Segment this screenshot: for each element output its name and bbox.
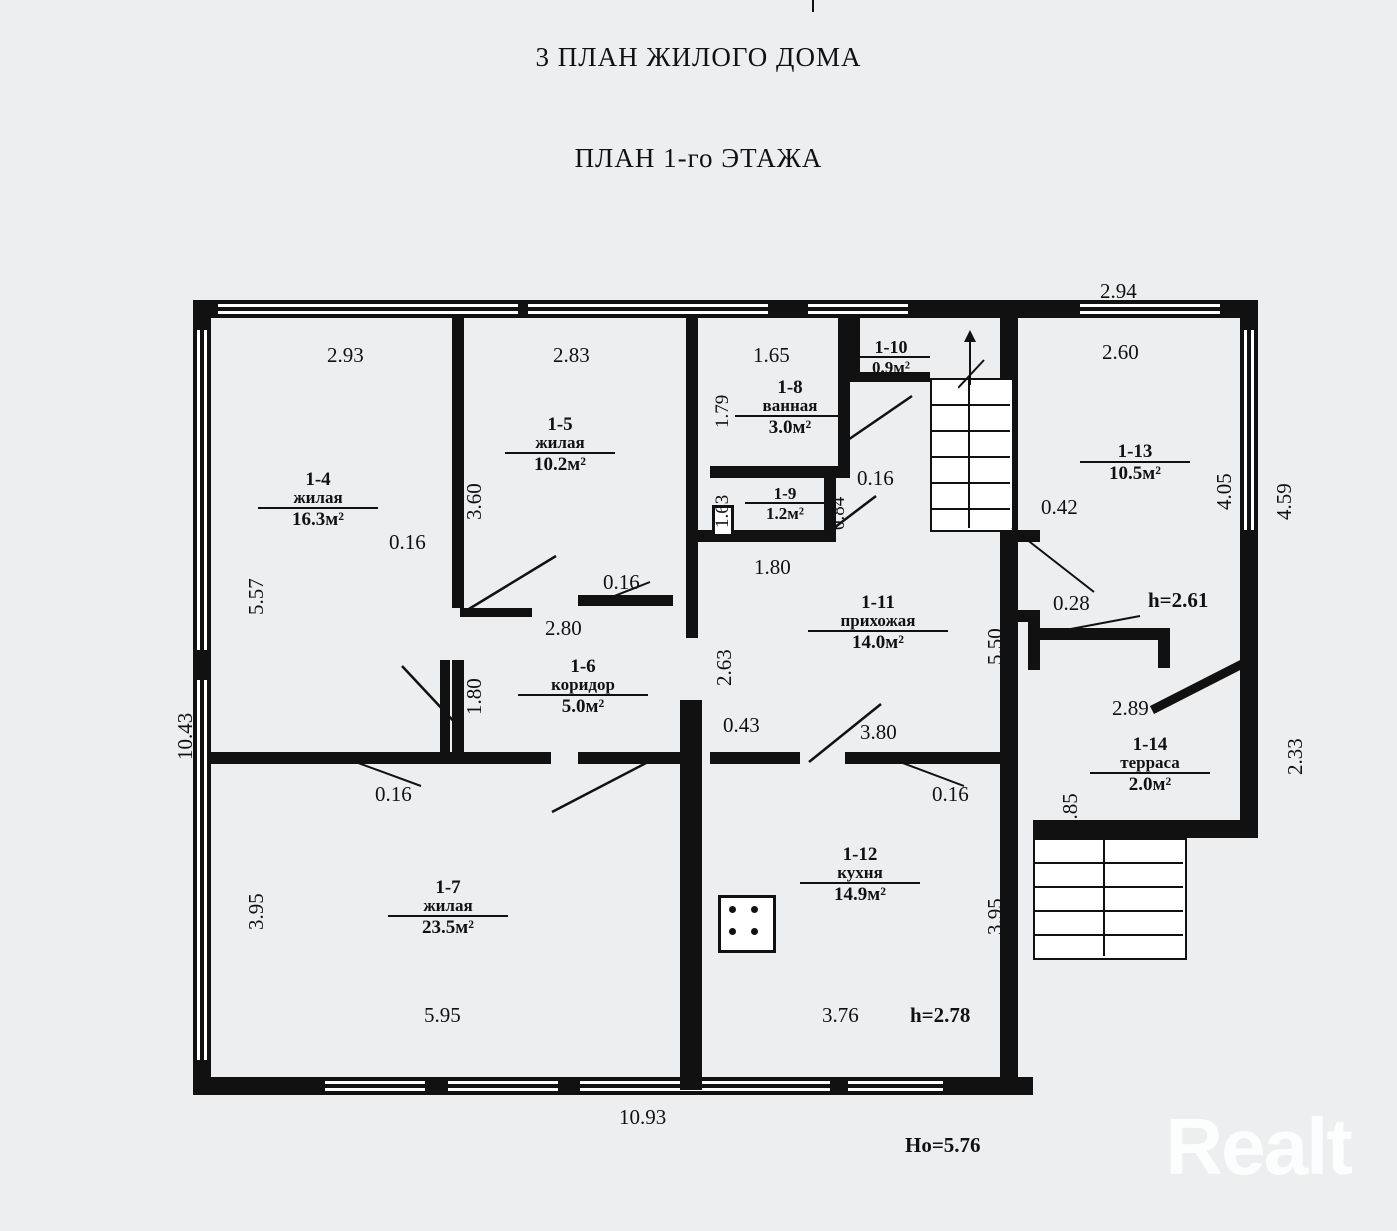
leader-0-16-e <box>880 752 970 792</box>
window-bottom-1 <box>325 1081 425 1084</box>
window-top-2b <box>528 311 768 314</box>
room-label-1-9: 1-9 1.2м² <box>745 485 825 523</box>
dim-1-65: 1.65 <box>753 343 790 367</box>
page-title: 3 ПЛАН ЖИЛОГО ДОМА <box>535 42 862 72</box>
leader-0-28 <box>1040 612 1150 642</box>
door-swing-bath <box>838 390 918 450</box>
dim-5-50: 5.50 <box>983 628 1007 665</box>
dim-10-93: 10.93 <box>619 1105 667 1129</box>
burner-icon <box>729 928 736 935</box>
terrace-diagonal-wall <box>1150 655 1260 715</box>
stair-step <box>930 404 1010 406</box>
wall-outer-left <box>193 300 211 1095</box>
burner-icon <box>729 906 736 913</box>
dim-2-93: 2.93 <box>327 343 364 367</box>
dim-5-85: 5.85 <box>1058 793 1082 830</box>
stair-step-ext <box>1033 886 1183 888</box>
wall-center-vertical <box>680 700 702 1090</box>
watermark-logo: Realt <box>1165 1102 1351 1191</box>
dim-4-59: 4.59 <box>1272 483 1296 520</box>
dim-0-16-c: 0.16 <box>857 466 894 490</box>
window-bottom-2 <box>448 1081 558 1084</box>
note-h-2-78: h=2.78 <box>910 1003 971 1027</box>
window-left-1 <box>197 330 200 650</box>
door-leaf-corridor <box>440 660 450 758</box>
dim-0-16-a: 0.16 <box>389 530 426 554</box>
window-annex-right <box>1244 330 1247 530</box>
dim-1-63: 1.63 <box>712 494 733 528</box>
stair-step-ext <box>1033 934 1183 936</box>
window-annex-top-b <box>1080 311 1220 314</box>
dim-1-80-h: 1.80 <box>754 555 791 579</box>
leader-0-42 <box>1008 520 1108 600</box>
window-left-2b <box>204 680 207 1060</box>
wall-annex-right <box>1240 300 1258 838</box>
wall-corridor-bottom-right <box>710 752 800 764</box>
dim-3-60: 3.60 <box>462 483 486 520</box>
room-label-1-6: 1-6 коридор 5.0м² <box>518 657 648 716</box>
dim-0-42: 0.42 <box>1041 495 1078 519</box>
note-h-2-61: h=2.61 <box>1148 588 1209 612</box>
window-bottom-3 <box>580 1081 830 1084</box>
door-leaf-1-5 <box>460 608 532 617</box>
stair-direction-arrow <box>958 330 988 390</box>
dim-3-95-right: 3.95 <box>983 898 1007 935</box>
dim-2-80: 2.80 <box>545 616 582 640</box>
note-ho-5-76: Но=5.76 <box>905 1133 981 1157</box>
leader-0-16-d <box>335 752 425 792</box>
room-label-1-14: 1-14 терраса 2.0м² <box>1090 735 1210 794</box>
dim-2-60: 2.60 <box>1102 340 1139 364</box>
dim-0-16-d: 0.16 <box>375 782 412 806</box>
wall-1-5-right <box>686 318 698 638</box>
window-top-1b <box>218 311 518 314</box>
wall-outer-top-left <box>193 300 1033 318</box>
door-opening-1-6 <box>578 595 673 606</box>
room-label-1-10: 1-10 0.9м² <box>852 338 930 377</box>
dim-2-33: 2.33 <box>1283 738 1307 775</box>
dim-1-79: 1.79 <box>712 394 733 428</box>
window-bottom-4 <box>848 1081 943 1084</box>
room-label-1-13: 1-13 10.5м² <box>1080 442 1190 484</box>
window-bottom-1b <box>325 1088 425 1091</box>
dim-2-63: 2.63 <box>712 649 736 686</box>
dim-10-43: 10.43 <box>173 712 197 760</box>
stair-step <box>930 430 1010 432</box>
page-subtitle: ПЛАН 1-го ЭТАЖА <box>574 143 823 173</box>
wall-entry-stub-2 <box>1028 610 1040 670</box>
window-annex-top <box>1080 304 1220 307</box>
window-top-1 <box>218 304 518 307</box>
wall-annex-top <box>1033 300 1258 318</box>
stair-step-ext <box>1033 862 1183 864</box>
room-label-1-12: 1-12 кухня 14.9м² <box>800 845 920 904</box>
window-top-3b <box>808 311 908 314</box>
dim-2-83: 2.83 <box>553 343 590 367</box>
window-left-1b <box>204 330 207 650</box>
stairs-exterior <box>1033 838 1187 960</box>
wall-bath-bottom <box>710 466 840 478</box>
door-swing-corridor <box>398 660 468 740</box>
top-center-tick <box>812 0 814 12</box>
dim-3-95-left: 3.95 <box>244 893 268 930</box>
dim-0-16-b: 0.16 <box>603 570 640 594</box>
dim-2-94: 2.94 <box>1100 279 1137 303</box>
dim-0-84: 0.84 <box>828 496 849 530</box>
room-label-1-4: 1-4 жилая 16.3м² <box>258 470 378 529</box>
dim-2-89: 2.89 <box>1112 696 1149 720</box>
dim-0-43: 0.43 <box>723 713 760 737</box>
stove-icon <box>718 895 776 953</box>
stair-rail-ext <box>1103 838 1105 956</box>
room-label-1-5: 1-5 жилая 10.2м² <box>505 415 615 474</box>
dim-3-76: 3.76 <box>822 1003 859 1027</box>
window-top-3 <box>808 304 908 307</box>
dim-3-80: 3.80 <box>860 720 897 744</box>
dim-4-05: 4.05 <box>1212 473 1236 510</box>
dim-5-95: 5.95 <box>424 1003 461 1027</box>
window-bottom-4b <box>848 1088 943 1091</box>
stair-step-ext <box>1033 910 1183 912</box>
burner-icon <box>751 928 758 935</box>
stair-step <box>930 482 1010 484</box>
window-top-2 <box>528 304 768 307</box>
dim-1-80-v: 1.80 <box>462 678 486 715</box>
dim-0-28: 0.28 <box>1053 591 1090 615</box>
wall-outer-bottom <box>193 1077 1033 1095</box>
window-annex-right-b <box>1251 330 1254 530</box>
window-bottom-3b <box>580 1088 830 1091</box>
window-bottom-2b <box>448 1088 558 1091</box>
room-label-1-7: 1-7 жилая 23.5м² <box>388 878 508 937</box>
burner-icon <box>751 906 758 913</box>
room-label-1-11: 1-11 прихожая 14.0м² <box>808 593 948 652</box>
stair-step <box>930 456 1010 458</box>
dim-0-16-e: 0.16 <box>932 782 969 806</box>
stair-step <box>930 508 1010 510</box>
door-swing-1-7 <box>548 760 653 820</box>
stair-rail <box>968 378 970 528</box>
room-label-1-8: 1-8 ванная 3.0м² <box>735 378 845 437</box>
dim-5-57: 5.57 <box>244 578 268 615</box>
